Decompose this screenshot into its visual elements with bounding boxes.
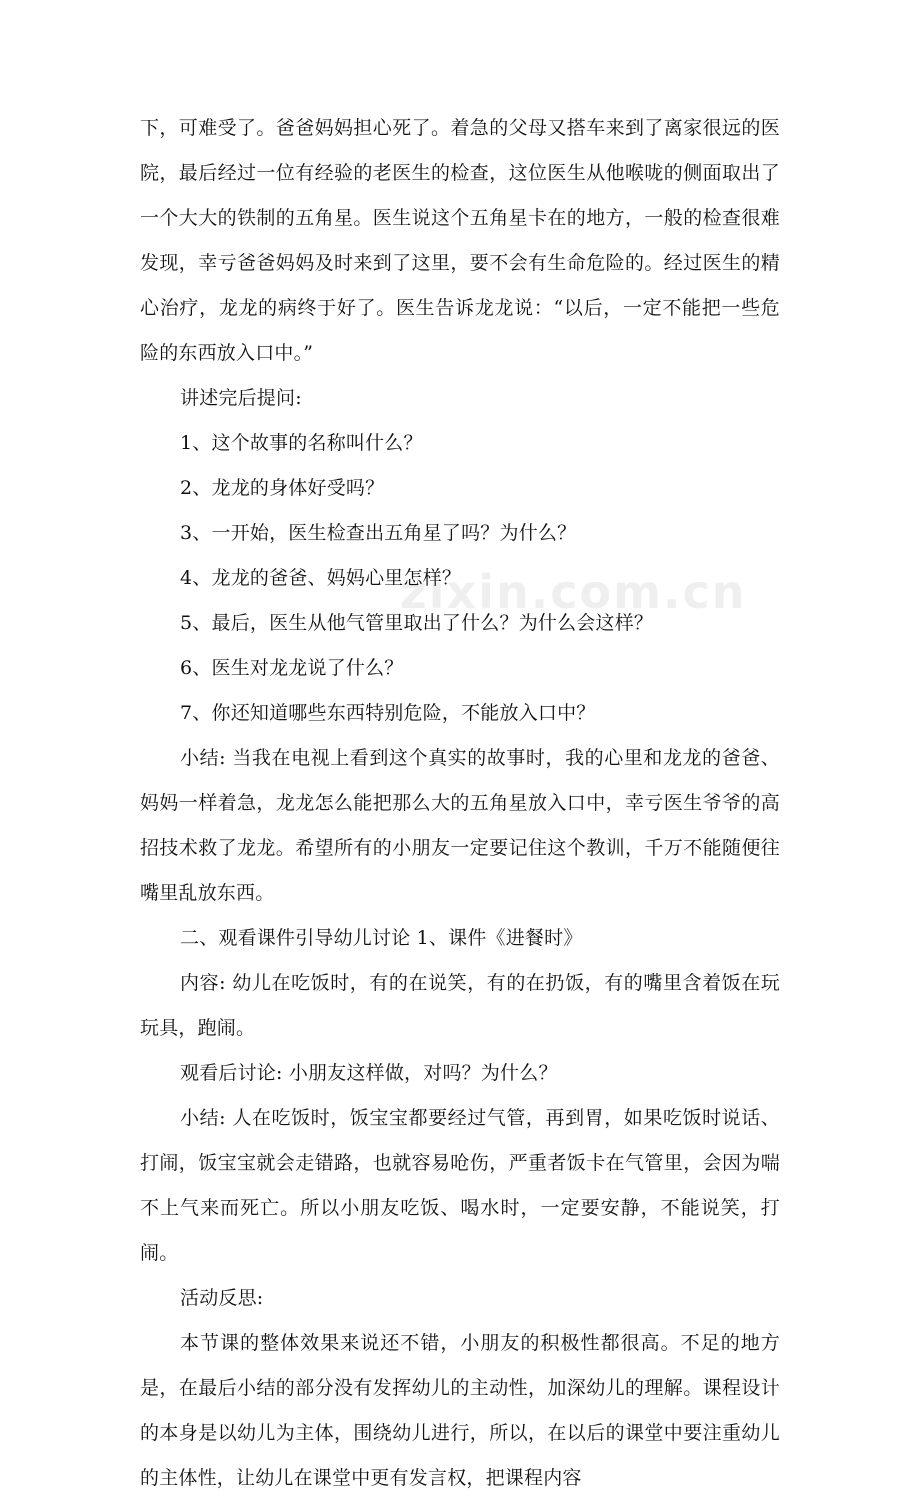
paragraph-section-two-heading: 二、观看课件引导幼儿讨论 1、课件《进餐时》 [180,927,583,949]
question-item-7: 7、你还知道哪些东西特别危险，不能放入口中？ [180,702,596,724]
paragraph-story-end: 下，可难受了。爸爸妈妈担心死了。着急的父母又搭车来到了离家很远的医院，最后经过一位有经验的老医生的检查，这位医生从他喉咙的侧面取出了一个大大的铁制的五角星。医生说这个五角星卡在的地方，一般的检查很难发现，幸亏爸爸妈妈及时来到了这里，要不会有生命危险的。经过医生的精心治疗，龙龙的病终于好了。医生告诉龙龙说：“以后，一定不能把一些危险的东西放入口中。” [140,117,780,364]
paragraph-reflection-body: 本节课的整体效果来说还不错，小朋友的积极性都很高。不足的地方是，在最后小结的部分没有发挥幼儿的主动性，加深幼儿的理解。课程设计的本身是以幼儿为主体，围绕幼儿进行，所以，在以后的课堂中要注重幼儿的主体性，让幼儿在课堂中更有发言权，把课程内容 [140,1332,780,1489]
question-item-5: 5、最后，医生从他气管里取出了什么？为什么会这样？ [180,612,654,634]
document-body [140,106,780,1501]
question-item-4: 4、龙龙的爸爸、妈妈心里怎样？ [180,567,462,589]
question-item-3: 3、一开始，医生检查出五角星了吗？为什么？ [180,522,577,544]
watermark-text: zixin.com.cn [400,565,747,619]
paragraph-summary-1: 小结: 当我在电视上看到这个真实的故事时，我的心里和龙龙的爸爸、妈妈一样着急，龙龙怎么能把那么大的五角星放入口中，幸亏医生爷爷的高招技术救了龙龙。希望所有的小朋友一定要记住这个教训，千万不能随便往嘴里乱放东西。 [140,747,780,904]
question-item-1: 1、这个故事的名称叫什么？ [180,432,423,454]
paragraph-summary-2: 小结: 人在吃饭时，饭宝宝都要经过气管，再到胃，如果吃饭时说话、打闹，饭宝宝就会走错路，也就容易呛伤，严重者饭卡在气管里，会因为喘不上气来而死亡。所以小朋友吃饭、喝水时，一定要安静，不能说笑，打闹。 [140,1107,780,1264]
paragraph-questions-intro: 讲述完后提问: [180,387,302,409]
paragraph-content: 内容: 幼儿在吃饭时，有的在说笑，有的在扔饭，有的嘴里含着饭在玩玩具，跑闹。 [140,972,780,1039]
paragraph-discussion: 观看后讨论: 小朋友这样做，对吗？为什么？ [180,1062,558,1084]
paragraph-reflection-heading: 活动反思: [180,1287,264,1309]
question-item-6: 6、医生对龙龙说了什么？ [180,657,404,679]
question-item-2: 2、龙龙的身体好受吗？ [180,477,385,499]
